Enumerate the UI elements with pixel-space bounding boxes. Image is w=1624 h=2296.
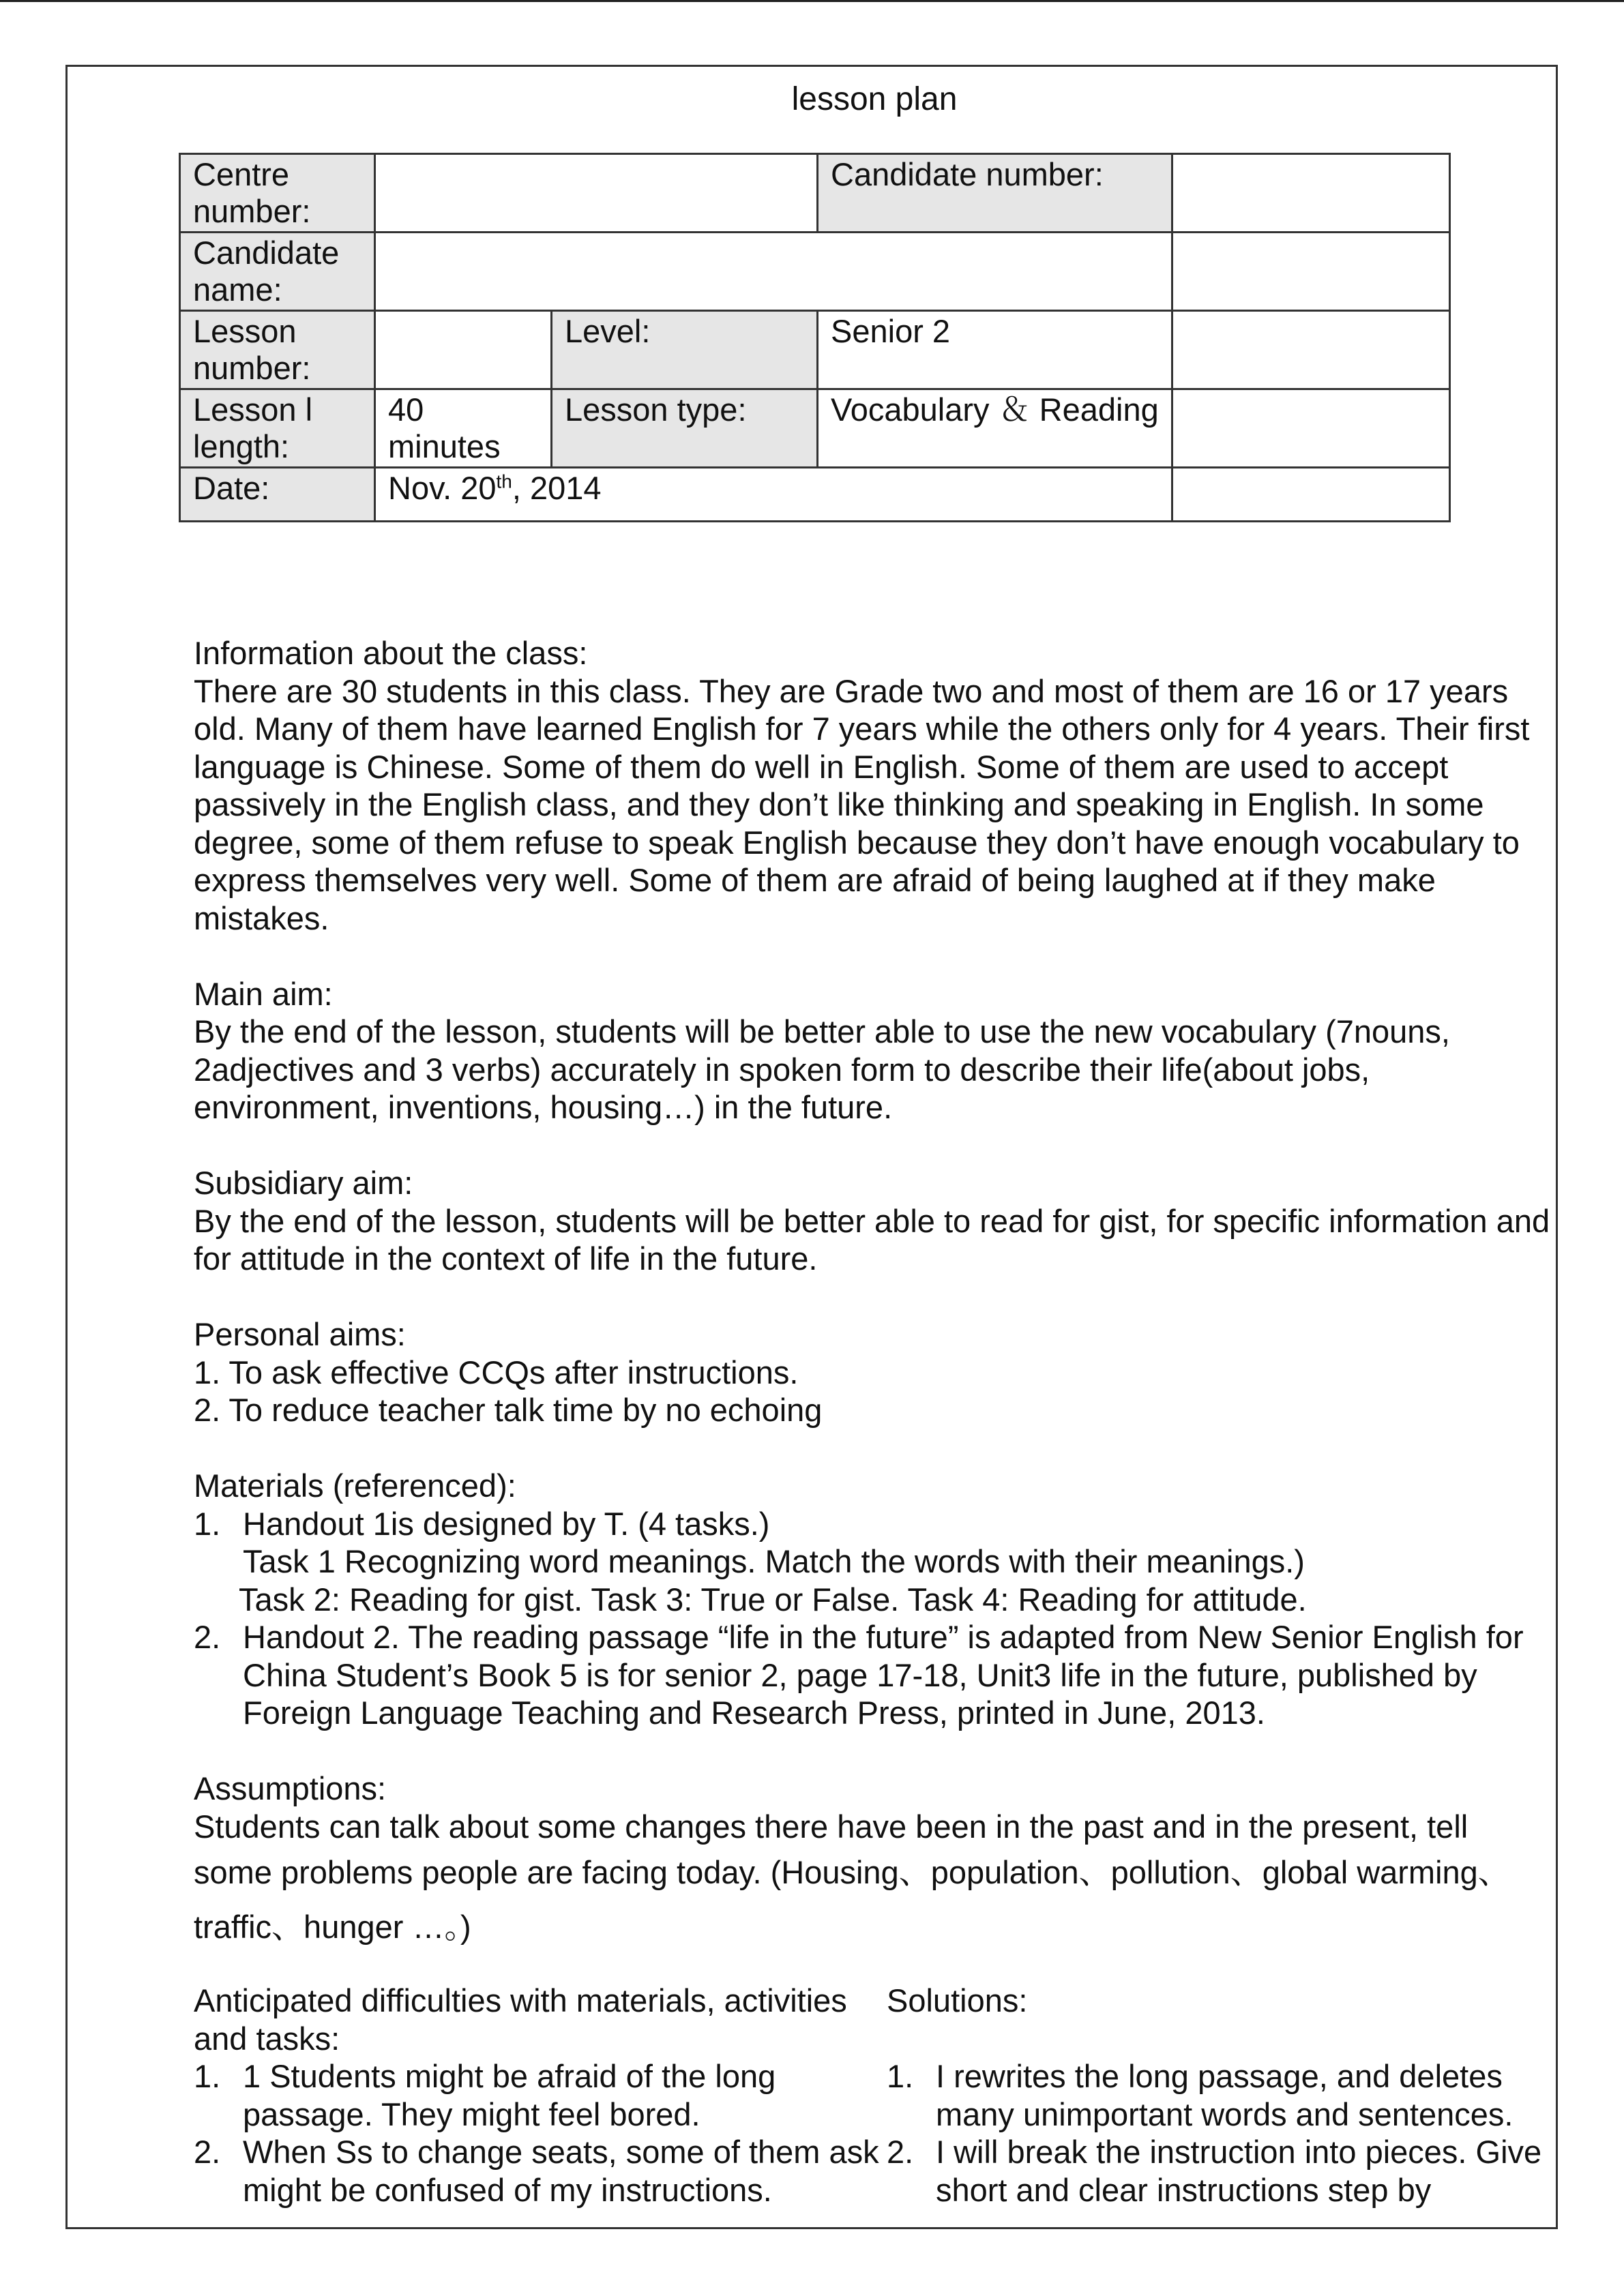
candidate-name-label: Candidate name: bbox=[180, 233, 375, 311]
solutions-heading: Solutions: bbox=[887, 1982, 1028, 2018]
empty-cell bbox=[1172, 233, 1450, 311]
candidate-number-label: Candidate number: bbox=[818, 154, 1172, 233]
assumptions-line-3: traffic、hunger …。) bbox=[194, 1909, 471, 1945]
materials-list bbox=[194, 1505, 1551, 1581]
lesson-type-value: Vocabulary ＆ Reading bbox=[818, 389, 1172, 468]
difficulty-text: When Ss to change seats, some of them ask might be confused of my instructions. bbox=[243, 2134, 879, 2208]
list-number: 2. bbox=[887, 2134, 914, 2170]
main-aim-text: By the end of the lesson, students will be better able to use the new vocabulary (7nouns, 2adjectives and 3 verbs) accurately in spoken form to describe their life(about jobs, environment, inventions, housing…) in the future. bbox=[194, 1013, 1450, 1125]
table-row bbox=[180, 468, 1450, 522]
personal-aim-item: 2. To reduce teacher talk time by no echoing bbox=[194, 1392, 823, 1428]
list-item bbox=[887, 2057, 1551, 2133]
subsidiary-aim-heading: Subsidiary aim: bbox=[194, 1165, 413, 1201]
date-value bbox=[375, 468, 1172, 522]
material-1-line-1: Handout 1is designed by T. (4 tasks.) bbox=[243, 1505, 770, 1542]
table-row bbox=[180, 311, 1450, 389]
difficulty-text: 1 Students might be afraid of the long passage. They might feel bored. bbox=[243, 2058, 776, 2132]
assumptions-heading: Assumptions: bbox=[194, 1770, 387, 1806]
materials-heading: Materials (referenced): bbox=[194, 1467, 516, 1504]
level-label: Level: bbox=[552, 311, 818, 389]
class-info-heading: Information about the class: bbox=[194, 635, 588, 671]
empty-cell bbox=[1172, 468, 1450, 522]
date-suffix: , 2014 bbox=[512, 470, 602, 506]
main-aim-heading: Main aim: bbox=[194, 975, 333, 1012]
list-item bbox=[194, 1505, 1551, 1581]
solution-text: I will break the instruction into pieces. Give short and clear instructions step by bbox=[936, 2134, 1542, 2208]
material-1-line-2: Task 1 Recognizing word meanings. Match the words with their meanings.) bbox=[243, 1543, 1305, 1579]
date-sup: th bbox=[496, 471, 512, 492]
materials-list-2 bbox=[194, 1618, 1551, 1732]
subsidiary-aim-text: By the end of the lesson, students will be better able to read for gist, for specific information and for attitude in the context of life in the future. bbox=[194, 1202, 1550, 1277]
list-number: 2. bbox=[194, 1619, 221, 1655]
lesson-info-table bbox=[179, 153, 1451, 522]
lesson-number-label: Lesson number: bbox=[180, 311, 375, 389]
class-info-text: There are 30 students in this class. They are Grade two and most of them are 16 or 17 years old. Many of them have learned English for 7 years while the others only for 4 years. Their first language is Chinese. Some of them do well in English. Some of them are used to accept passively in the English class, and they don’t like thinking and speaking in English. In some degree, some of them refuse to speak English because they don’t have enough vocabulary to express themselves very well. Some of them are afraid of being laughed at if they make mistakes. bbox=[194, 672, 1530, 936]
solutions-list bbox=[887, 2057, 1551, 2209]
list-item bbox=[194, 1618, 1551, 1732]
lesson-plan-body bbox=[194, 634, 1551, 2209]
difficulties-column bbox=[194, 1982, 887, 2209]
list-number: 1. bbox=[887, 2058, 914, 2094]
list-number: 1. bbox=[194, 1505, 221, 1542]
candidate-number-value[interactable] bbox=[1172, 154, 1450, 233]
list-number: 1. bbox=[194, 2058, 221, 2094]
table-row bbox=[180, 389, 1450, 468]
table-row bbox=[180, 154, 1450, 233]
centre-number-value[interactable] bbox=[375, 154, 818, 233]
empty-cell bbox=[1172, 389, 1450, 468]
page-title: lesson plan bbox=[791, 81, 958, 117]
list-item bbox=[194, 2133, 887, 2209]
difficulties-solutions bbox=[194, 1982, 1551, 2209]
top-border-line bbox=[0, 0, 1624, 2]
table-row bbox=[180, 233, 1450, 311]
solutions-column bbox=[887, 1982, 1551, 2209]
material-2-text: Handout 2. The reading passage “life in the future” is adapted from New Senior English for China Student’s Book 5 is for senior 2, page 17-18, Unit3 life in the future, published by Foreign Language Teaching and Research Press, printed in June, 2013. bbox=[243, 1619, 1524, 1731]
assumptions-line-2: some problems people are facing today. (Housing、population、pollution、global warming、 bbox=[194, 1854, 1510, 1890]
lesson-length-label: Lesson l length: bbox=[180, 389, 375, 468]
level-value: Senior 2 bbox=[818, 311, 1172, 389]
empty-cell bbox=[1172, 311, 1450, 389]
list-item bbox=[887, 2133, 1551, 2209]
lesson-number-value[interactable] bbox=[375, 311, 552, 389]
lesson-length-value: 40 minutes bbox=[375, 389, 552, 468]
list-item bbox=[194, 2057, 887, 2133]
lesson-type-label: Lesson type: bbox=[552, 389, 818, 468]
candidate-name-value[interactable] bbox=[375, 233, 1172, 311]
centre-number-label: Centre number: bbox=[180, 154, 375, 233]
material-1-line-3: Task 2: Reading for gist. Task 3: True or False. Task 4: Reading for attitude. bbox=[239, 1581, 1307, 1617]
solution-text: I rewrites the long passage, and deletes many unimportant words and sentences. bbox=[936, 2058, 1514, 2132]
date-label: Date: bbox=[180, 468, 375, 522]
assumptions-line-1: Students can talk about some changes there have been in the past and in the present, tell bbox=[194, 1808, 1468, 1845]
list-number: 2. bbox=[194, 2134, 221, 2170]
difficulties-list bbox=[194, 2057, 887, 2209]
personal-aim-item: 1. To ask effective CCQs after instructions. bbox=[194, 1354, 799, 1390]
difficulties-heading: Anticipated difficulties with materials, activities and tasks: bbox=[194, 1982, 847, 2057]
date-prefix: Nov. 20 bbox=[388, 470, 497, 506]
personal-aims-heading: Personal aims: bbox=[194, 1316, 406, 1352]
